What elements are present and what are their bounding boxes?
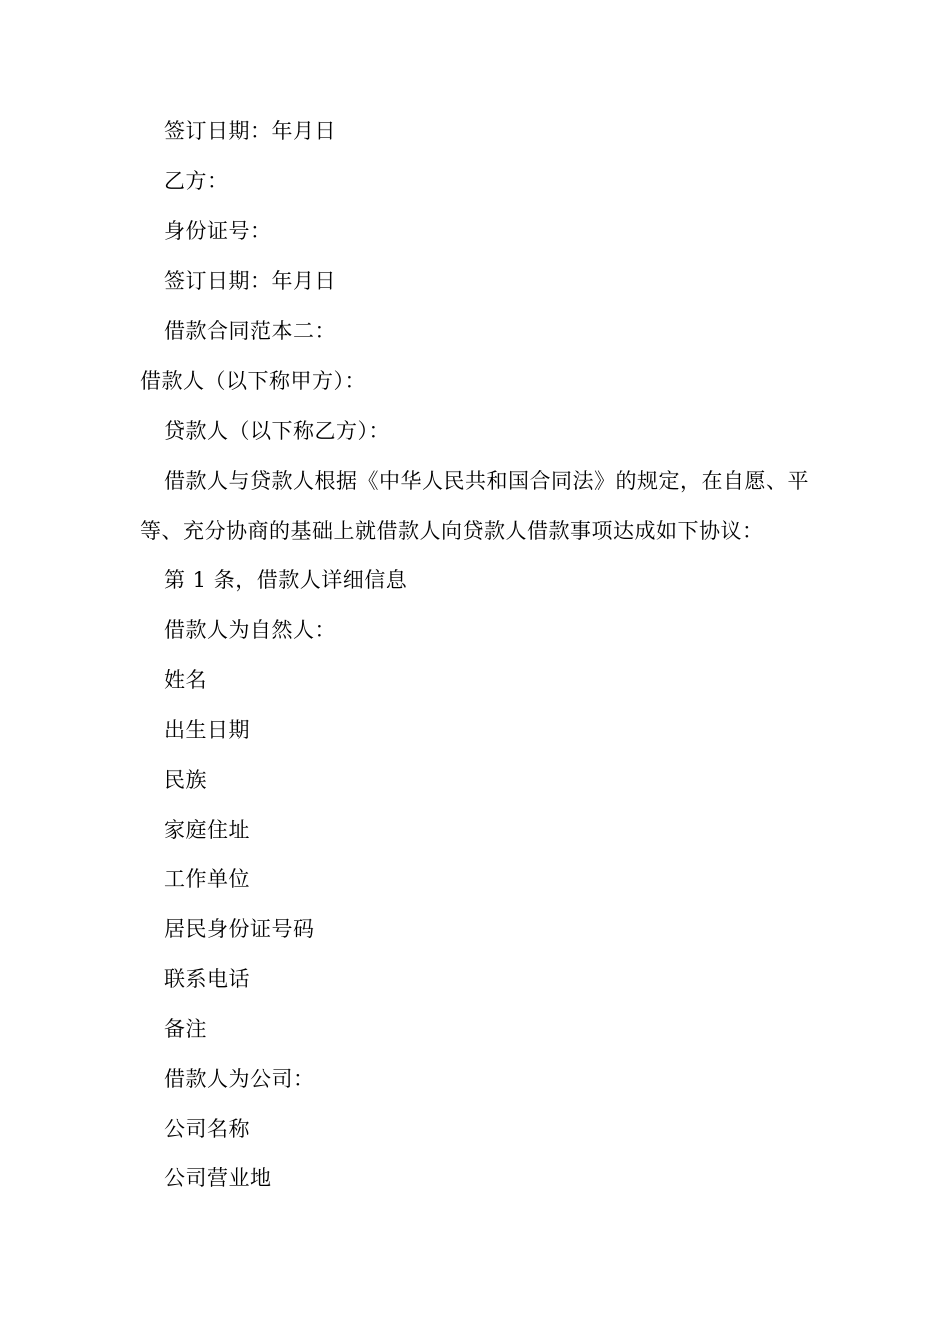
field-phone: 联系电话	[164, 967, 250, 991]
field-id-card-number: 居民身份证号码	[164, 917, 315, 941]
sign-date-line-1: 签订日期：年月日	[164, 119, 336, 143]
field-work-unit: 工作单位	[164, 867, 250, 891]
field-company-location: 公司营业地	[164, 1166, 272, 1190]
id-number-line: 身份证号：	[164, 219, 272, 243]
borrower-party-a-line: 借款人（以下称甲方）：	[140, 369, 366, 393]
agreement-intro-line-1: 借款人与贷款人根据《中华人民共和国合同法》的规定，在自愿、平	[164, 469, 809, 493]
field-ethnicity: 民族	[164, 768, 207, 792]
lender-party-b-line: 贷款人（以下称乙方）：	[164, 419, 390, 443]
field-remarks: 备注	[164, 1017, 207, 1041]
template-two-heading: 借款合同范本二：	[164, 319, 336, 343]
field-company-name: 公司名称	[164, 1117, 250, 1141]
article-1-heading: 第 1 条，借款人详细信息	[164, 568, 408, 592]
company-heading: 借款人为公司：	[164, 1067, 315, 1091]
field-birth-date: 出生日期	[164, 718, 250, 742]
natural-person-heading: 借款人为自然人：	[164, 618, 336, 642]
agreement-intro-line-2: 等、充分协商的基础上就借款人向贷款人借款事项达成如下协议：	[140, 519, 764, 543]
field-name: 姓名	[164, 668, 207, 692]
field-home-address: 家庭住址	[164, 818, 250, 842]
party-b-line: 乙方：	[164, 169, 229, 193]
sign-date-line-2: 签订日期：年月日	[164, 269, 336, 293]
